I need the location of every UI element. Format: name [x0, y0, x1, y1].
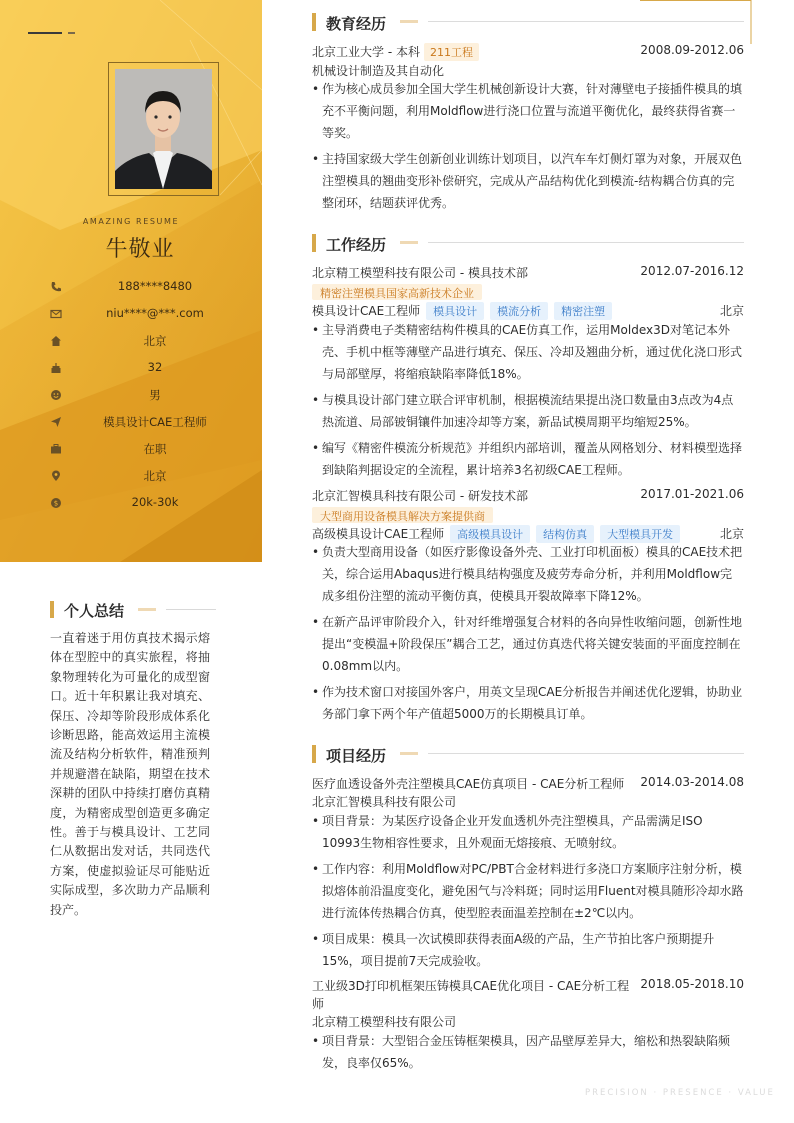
project-company-row [312, 1013, 744, 1031]
education-row [312, 43, 744, 61]
school-tag: 211工程 [424, 43, 479, 61]
skill-tag: 结构仿真 [536, 525, 594, 543]
job-company: 北京精工模塑科技有限公司 - 模具技术部 [312, 266, 528, 280]
resume-tagline: AMAZING RESUME [82, 217, 180, 226]
project-company: 北京精工模塑科技有限公司 [312, 1015, 457, 1029]
avatar [115, 69, 212, 189]
svg-text:$: $ [53, 499, 59, 508]
job-role: 模具设计CAE工程师 [312, 304, 421, 318]
projects-heading [312, 745, 744, 765]
home-value: 北京 [143, 334, 167, 348]
location-pin-icon [50, 470, 62, 482]
job-period: 2017.01-2021.06 [640, 487, 744, 501]
position-value: 模具设计CAE工程师 [103, 415, 207, 429]
contact-position [50, 414, 240, 434]
work-heading [312, 234, 744, 254]
briefcase-icon [50, 443, 62, 455]
summary-title: 个人总结 [64, 602, 125, 620]
project-bullet: • 项目背景：大型铝合金压铸框架模具，因产品壁厚差异大，缩松和热裂缺陷频发，良率仅65%。 [312, 1030, 744, 1074]
project-bullet: • 工作内容：利用Moldflow对PC/PBT合金材料进行多浇口方案顺序注射分析，模拟熔体前沿温度变化，避免困气与冷料斑；同时运用Fluent对模具随形冷却水路进行流体传热耦合仿真，使型腔表面温差控制在±2℃以内。 [312, 858, 744, 924]
contact-age [50, 360, 240, 380]
send-icon [50, 416, 62, 428]
footer-motto: PRECISION · PRESENCE · VALUE [585, 1088, 775, 1098]
skill-tag: 模具设计 [426, 302, 484, 320]
skill-tag: 大型模具开发 [600, 525, 680, 543]
company-honor-tag: 精密注塑模具国家高新技术企业 [312, 284, 482, 300]
project-company: 北京汇智模具科技有限公司 [312, 795, 457, 809]
cake-icon [50, 362, 62, 374]
school-name: 北京工业大学 - 本科 [312, 45, 420, 59]
project-bullet: • 项目背景：为某医疗设备企业开发血透机外壳注塑模具，产品需满足ISO 10993生物相容性要求，且外观面无熔接痕、无喷射纹。 [312, 810, 744, 854]
phone-value: 188****8480 [117, 279, 193, 293]
skill-tag: 模流分析 [490, 302, 548, 320]
job-bullet: • 在新产品评审阶段介入，针对纤维增强复合材料的各向异性收缩问题，创新性地提出“变模温+阶段保压”耦合工艺，通过仿真迭代将关键安装面的平面度控制在0.08mm以内。 [312, 611, 744, 677]
location-value: 北京 [143, 469, 167, 483]
job-city: 北京 [719, 527, 744, 541]
contact-phone [50, 279, 240, 299]
job-role-row [312, 302, 744, 320]
salary-icon [50, 497, 62, 509]
project-period: 2014.03-2014.08 [640, 775, 744, 789]
summary-text: 一直着迷于用仿真技术揭示熔体在型腔中的真实旅程，将抽象物理转化为可量化的成型窗口。近十年积累让我对填充、保压、冷却等阶段形成体系化诊断思路，能高效运用主流模流及结构分析软件，精准预判并规避潜在缺陷，期望在技术深耕的团队中持续打磨仿真精度，为精密成型创造更多确定性。善于与模具设计、工艺同仁从数据出发对话，共同迭代方案，使虚拟验证尽可能贴近实际成型，多次助力产品顺利投产。 [50, 631, 210, 917]
skill-tag: 高级模具设计 [450, 525, 530, 543]
job-bullet: • 主导消费电子类精密结构件模具的CAE仿真工作，运用Moldex3D对笔记本外壳、手机中框等薄壁产品进行填充、保压、冷却及翘曲分析，通过优化浇口形式与局部壁厚，将缩痕缺陷率降低18%。 [312, 319, 744, 385]
skill-tag: 精密注塑 [554, 302, 612, 320]
company-honor-tag: 大型商用设备模具解决方案提供商 [312, 507, 493, 523]
education-title: 教育经历 [326, 15, 387, 33]
job-bullet: • 与模具设计部门建立联合评审机制，根据模流结果提出浇口数量由3点改为4点热流道、局部铍铜镶件加速冷却等方案，新品试模周期平均缩短25%。 [312, 389, 744, 433]
project-header [312, 775, 744, 793]
project-name: 医疗血透设备外壳注塑模具CAE仿真项目 - CAE分析工程师 [312, 777, 625, 791]
job-bullet: • 负责大型商用设备（如医疗影像设备外壳、工业打印机面板）模具的CAE技术把关，综合运用Abaqus进行模具结构强度及疲劳寿命分析，并利用Moldflow完成多组份注塑的流动平衡仿真，使模具开裂故障率下降12%。 [312, 541, 744, 607]
face-icon [50, 389, 62, 401]
status-value: 在职 [143, 442, 167, 456]
job-role: 高级模具设计CAE工程师 [312, 527, 445, 541]
phone-icon [50, 281, 62, 293]
job-city: 北京 [719, 304, 744, 318]
gender-value: 男 [149, 388, 161, 402]
project-period: 2018.05-2018.10 [640, 977, 744, 991]
education-heading [312, 13, 744, 33]
project-name: 工业级3D打印机框架压铸模具CAE优化项目 - CAE分析工程师 [312, 979, 630, 1011]
contact-home [50, 333, 240, 353]
contact-status [50, 441, 240, 461]
work-title: 工作经历 [326, 236, 387, 254]
email-value: niu****@***.com [106, 306, 204, 320]
contact-location [50, 468, 240, 488]
project-header [312, 977, 744, 1013]
job-header [312, 264, 744, 282]
summary-heading [50, 600, 215, 620]
education-period: 2008.09-2012.06 [640, 43, 744, 57]
age-value: 32 [147, 360, 163, 374]
home-icon [50, 335, 62, 347]
candidate-name: 牛敬业 [105, 237, 175, 262]
contact-gender [50, 387, 240, 407]
job-period: 2012.07-2016.12 [640, 264, 744, 278]
education-bullet: • 作为核心成员参加全国大学生机械创新设计大赛，针对薄壁电子接插件模具的填充不平衡问题，利用Moldflow进行浇口位置与流道平衡优化，最终获得省赛一等奖。 [312, 78, 744, 144]
contact-salary [50, 495, 240, 515]
job-bullet: • 作为技术窗口对接国外客户，用英文呈现CAE分析报告并阐述优化逻辑，协助业务部门拿下两个年产值超5000万的长期模具订单。 [312, 681, 744, 725]
education-bullet: • 主持国家级大学生创新创业训练计划项目，以汽车车灯侧灯罩为对象，开展双色注塑模具的翘曲变形补偿研究，完成从产品结构优化到模流-结构耦合仿真的完整闭环，结题获评优秀。 [312, 148, 744, 214]
mail-icon [50, 308, 62, 320]
project-bullet: • 项目成果：模具一次试模即获得表面A级的产品，生产节拍比客户预期提升15%，项目提前7天完成验收。 [312, 928, 744, 972]
project-company-row [312, 793, 744, 811]
job-bullet: • 编写《精密件模流分析规范》并组织内部培训，覆盖从网格划分、材料模型选择到缺陷判据设定的全流程，累计培养3名初级CAE工程师。 [312, 437, 744, 481]
job-company: 北京汇智模具科技有限公司 - 研发技术部 [312, 489, 528, 503]
salary-value: 20k-30k [131, 495, 179, 509]
major-name: 机械设计制造及其自动化 [312, 64, 445, 78]
contact-email [50, 306, 240, 326]
job-header [312, 487, 744, 505]
projects-title: 项目经历 [326, 747, 387, 765]
